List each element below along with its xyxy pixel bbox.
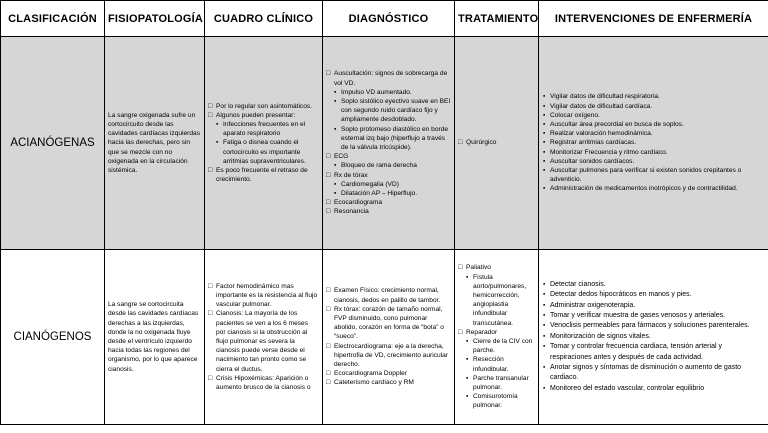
header-fisiopatologia: FISIOPATOLOGÍA bbox=[105, 1, 205, 37]
clasificacion-cell: CIANÓGENOS bbox=[1, 250, 105, 425]
list-item: □ Ecocardiograma Doppler bbox=[326, 369, 451, 378]
list-item: ▪ Vigilar datos de dificultad respiratoria. bbox=[542, 92, 765, 101]
list-item: ▪ Administrar oxigenoterapia. bbox=[542, 301, 765, 311]
list-item: □ Por lo regular son asintomáticos. bbox=[208, 102, 319, 111]
diagnostico-list bbox=[326, 286, 451, 387]
list-item: ▪ Detectar dedos hipocráticos en manos y pies. bbox=[542, 290, 765, 300]
list-item: ▪ Realizar valoración hemodinámica. bbox=[542, 129, 765, 138]
list-item: ▪ Impulso VD aumentado. bbox=[326, 88, 451, 97]
list-item: ▪ Monitorización de signos vitales. bbox=[542, 332, 765, 342]
list-item: □ Ecocardiograma bbox=[326, 198, 451, 207]
cuadro-clinico-list bbox=[208, 282, 319, 392]
list-item: □ Factor hemodinámico mas importante es la resistencia al flujo vascular pulmonar. bbox=[208, 282, 319, 310]
list-item: □ Cateterismo cardíaco y RM bbox=[326, 378, 451, 387]
diagnostico-list bbox=[326, 69, 451, 216]
cuadro-clinico-cell bbox=[205, 250, 323, 425]
list-item: ▪ Registrar arritmias cardíacas. bbox=[542, 138, 765, 147]
header-row bbox=[1, 1, 768, 37]
list-item: ▪ Vigilar datos de dificultad cardíaca. bbox=[542, 102, 765, 111]
list-item: □ Auscultación: signos de sobrecarga de vol VD. bbox=[326, 69, 451, 87]
list-item: ▪ Auscultar pulmones para verificar si existen sonidos crepitantes o adventicio. bbox=[542, 166, 765, 184]
list-item: □ Es poco frecuente el retraso de crecimiento. bbox=[208, 166, 319, 184]
intervenciones-cell bbox=[539, 37, 768, 250]
list-item: ▪ Auscultar área precordial en busca de soplos. bbox=[542, 120, 765, 129]
list-item: ▪ Parche transanular pulmonar. bbox=[458, 374, 535, 392]
fisiopatologia-cell: La sangre oxigenada sufre un cortocircuito desde las cavidades cardíacas izquierdas hacia las derechas, pero sin que se mezcle con no oxigenada en la circulación sistémica. bbox=[105, 37, 205, 250]
list-item: ▪ Tomar y verificar muestra de gases venosos y arteriales. bbox=[542, 311, 765, 321]
header-cuadro-clinico: CUADRO CLÍNICO bbox=[205, 1, 323, 37]
list-item: □ Cianosis: La mayoría de los pacientes se ven a los 6 meses por cianosis si la obstrucción al flujo pulmonar es severa la cianosis puede verse desde el nacimiento tan pronto como se cierra el ductus. bbox=[208, 309, 319, 373]
list-item: □ Electrocardiograma: eje a la derecha, hipertrofia de VD, crecimiento auricular derecho. bbox=[326, 342, 451, 370]
list-item: ▪ Monitorizar Frecuencia y ritmo cardíaco. bbox=[542, 148, 765, 157]
list-item: ▪ Auscultar sonidos cardíacos. bbox=[542, 157, 765, 166]
list-item: ▪ Tomar y controlar frecuencia cardiaca, tensión arterial y respiraciones antes y después de cada actividad. bbox=[542, 342, 765, 363]
list-item: □ Examen Físico: crecimiento normal, cianosis, dedos en palillo de tambor. bbox=[326, 286, 451, 304]
header-clasificacion: CLASIFICACIÓN bbox=[1, 1, 105, 37]
tratamiento-cell bbox=[455, 37, 539, 250]
tratamiento-list bbox=[458, 263, 535, 410]
list-item: □ Reparador bbox=[458, 328, 535, 337]
list-item: ▪ Venoclisis permeables para fármacos y soluciones parenterales. bbox=[542, 321, 765, 331]
header-diagnostico: DIAGNÓSTICO bbox=[323, 1, 455, 37]
list-item: ▪ Fatiga o disnea cuando el cortocircuito es importante arritmias supraventriculares. bbox=[208, 138, 319, 166]
header-tratamiento: TRATAMIENTO bbox=[455, 1, 539, 37]
table-row bbox=[1, 250, 768, 425]
list-item: ▪ Soplo sistólico eyectivo suave en BEI con segundo ruido cardíaco fijo y ampliamente desdoblado. bbox=[326, 97, 451, 125]
list-item: □ Algunos pueden presentar: bbox=[208, 111, 319, 120]
list-item: □ Paliativo bbox=[458, 263, 535, 272]
list-item: ▪ Cardiomegalia (VD) bbox=[326, 180, 451, 189]
list-item: □ Rx tórax: corazón de tamaño normal, FVP disminuido, cono pulmonar abolido, corazón en forma de “bota” o “sueco”. bbox=[326, 305, 451, 342]
list-item: ▪ Monitoreo del estado vascular, controlar equilibrio bbox=[542, 384, 765, 394]
clasificacion-cell: ACIANÓGENAS bbox=[1, 37, 105, 250]
table-row bbox=[1, 37, 768, 250]
intervenciones-list bbox=[542, 280, 765, 394]
list-item: ▪ Resección infundibular. bbox=[458, 355, 535, 373]
cuadro-clinico-cell bbox=[205, 37, 323, 250]
list-item: □ Quirúrgico bbox=[458, 138, 535, 147]
cuadro-clinico-list bbox=[208, 102, 319, 185]
diagnostico-cell bbox=[323, 250, 455, 425]
list-item: ▪ Bloqueo de rama derecha bbox=[326, 161, 451, 170]
tratamiento-cell bbox=[455, 250, 539, 425]
list-item: □ ECG bbox=[326, 152, 451, 161]
list-item: ▪ Anotar signos y síntomas de disminución o aumento de gasto cardiaco. bbox=[542, 363, 765, 384]
tratamiento-list bbox=[458, 138, 535, 147]
list-item: ▪ Cierre de la CIV con parche. bbox=[458, 337, 535, 355]
list-item: ▪ Detectar cianosis. bbox=[542, 280, 765, 290]
list-item: ▪ Comisurotomía pulmonar. bbox=[458, 392, 535, 410]
list-item: ▪ Administración de medicamentos inotrópicos y de contractilidad. bbox=[542, 184, 765, 193]
list-item: □ Resonancia bbox=[326, 207, 451, 216]
list-item: □ Crisis Hipoxémicas: Aparición o aumento brusco de la cianosis o bbox=[208, 374, 319, 392]
header-intervenciones: INTERVENCIONES DE ENFERMERÍA bbox=[539, 1, 768, 37]
fisiopatologia-cell: La sangre se cortocircuita desde las cavidades cardíacas derechas a las izquierdas, donde la no oxigenada fluye desde el ventrículo izquierdo hacia todas las regiones del organismo, por lo que aparece cianosis. bbox=[105, 250, 205, 425]
list-item: □ Rx de tórax bbox=[326, 171, 451, 180]
intervenciones-cell bbox=[539, 250, 768, 425]
list-item: ▪ Dilatación AP – Hiperflujo. bbox=[326, 189, 451, 198]
list-item: ▪ Infecciones frecuentes en el aparato respiratorio bbox=[208, 120, 319, 138]
intervenciones-list bbox=[542, 92, 765, 193]
list-item: ▪ Fístula aorto/pulmonares, hemicorrección, angioplastia infundibular transcutánea. bbox=[458, 273, 535, 328]
diagnostico-cell bbox=[323, 37, 455, 250]
list-item: ▪ Soplo protomeso diastólico en borde esternal izq bajo (hiperflujo a través de la válvula tricúspide). bbox=[326, 125, 451, 153]
list-item: ▪ Colocar oxígeno. bbox=[542, 111, 765, 120]
